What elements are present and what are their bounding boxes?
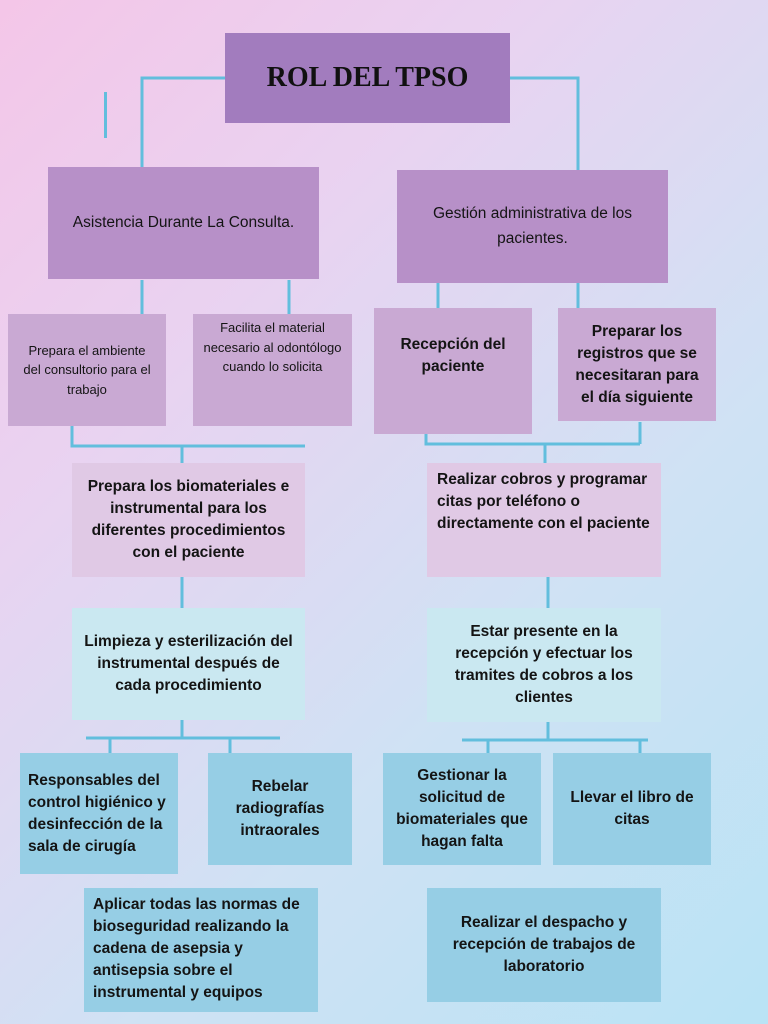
right-step-despacho: Realizar el despacho y recepción de trabajos de laboratorio [427, 888, 661, 1002]
right-heading: Gestión administrativa de los pacientes. [397, 170, 668, 283]
map-title: ROL DEL TPSO [225, 33, 510, 123]
left-sub-ambiente: Prepara el ambiente del consultorio para el trabajo [8, 314, 166, 426]
left-step-radiografias: Rebelar radiografías intraorales [208, 753, 352, 865]
left-step-control-higienico: Responsables del control higiénico y desinfección de la sala de cirugía [20, 753, 178, 874]
left-step-bioseguridad: Aplicar todas las normas de bioseguridad realizando la cadena de asepsia y antisepsia sobre el instrumental y equipos [84, 888, 318, 1012]
right-step-solicitud: Gestionar la solicitud de biomateriales que hagan falta [383, 753, 541, 865]
left-step-biomateriales: Prepara los biomateriales e instrumental para los diferentes procedimientos con el paciente [72, 463, 305, 577]
left-step-limpieza: Limpieza y esterilización del instrumental después de cada procedimiento [72, 608, 305, 720]
decorative-bar [104, 92, 107, 138]
right-step-libro-citas: Llevar el libro de citas [553, 753, 711, 865]
right-step-recepcion: Estar presente en la recepción y efectuar los tramites de cobros a los clientes [427, 608, 661, 722]
right-sub-registros: Preparar los registros que se necesitaran para el día siguiente [558, 308, 716, 421]
right-step-cobros: Realizar cobros y programar citas por teléfono o directamente con el paciente [427, 463, 661, 577]
left-sub-material: Facilita el material necesario al odontólogo cuando lo solicita [193, 314, 352, 426]
right-sub-recepcion: Recepción del paciente [374, 308, 532, 434]
left-heading: Asistencia Durante La Consulta. [48, 167, 319, 279]
